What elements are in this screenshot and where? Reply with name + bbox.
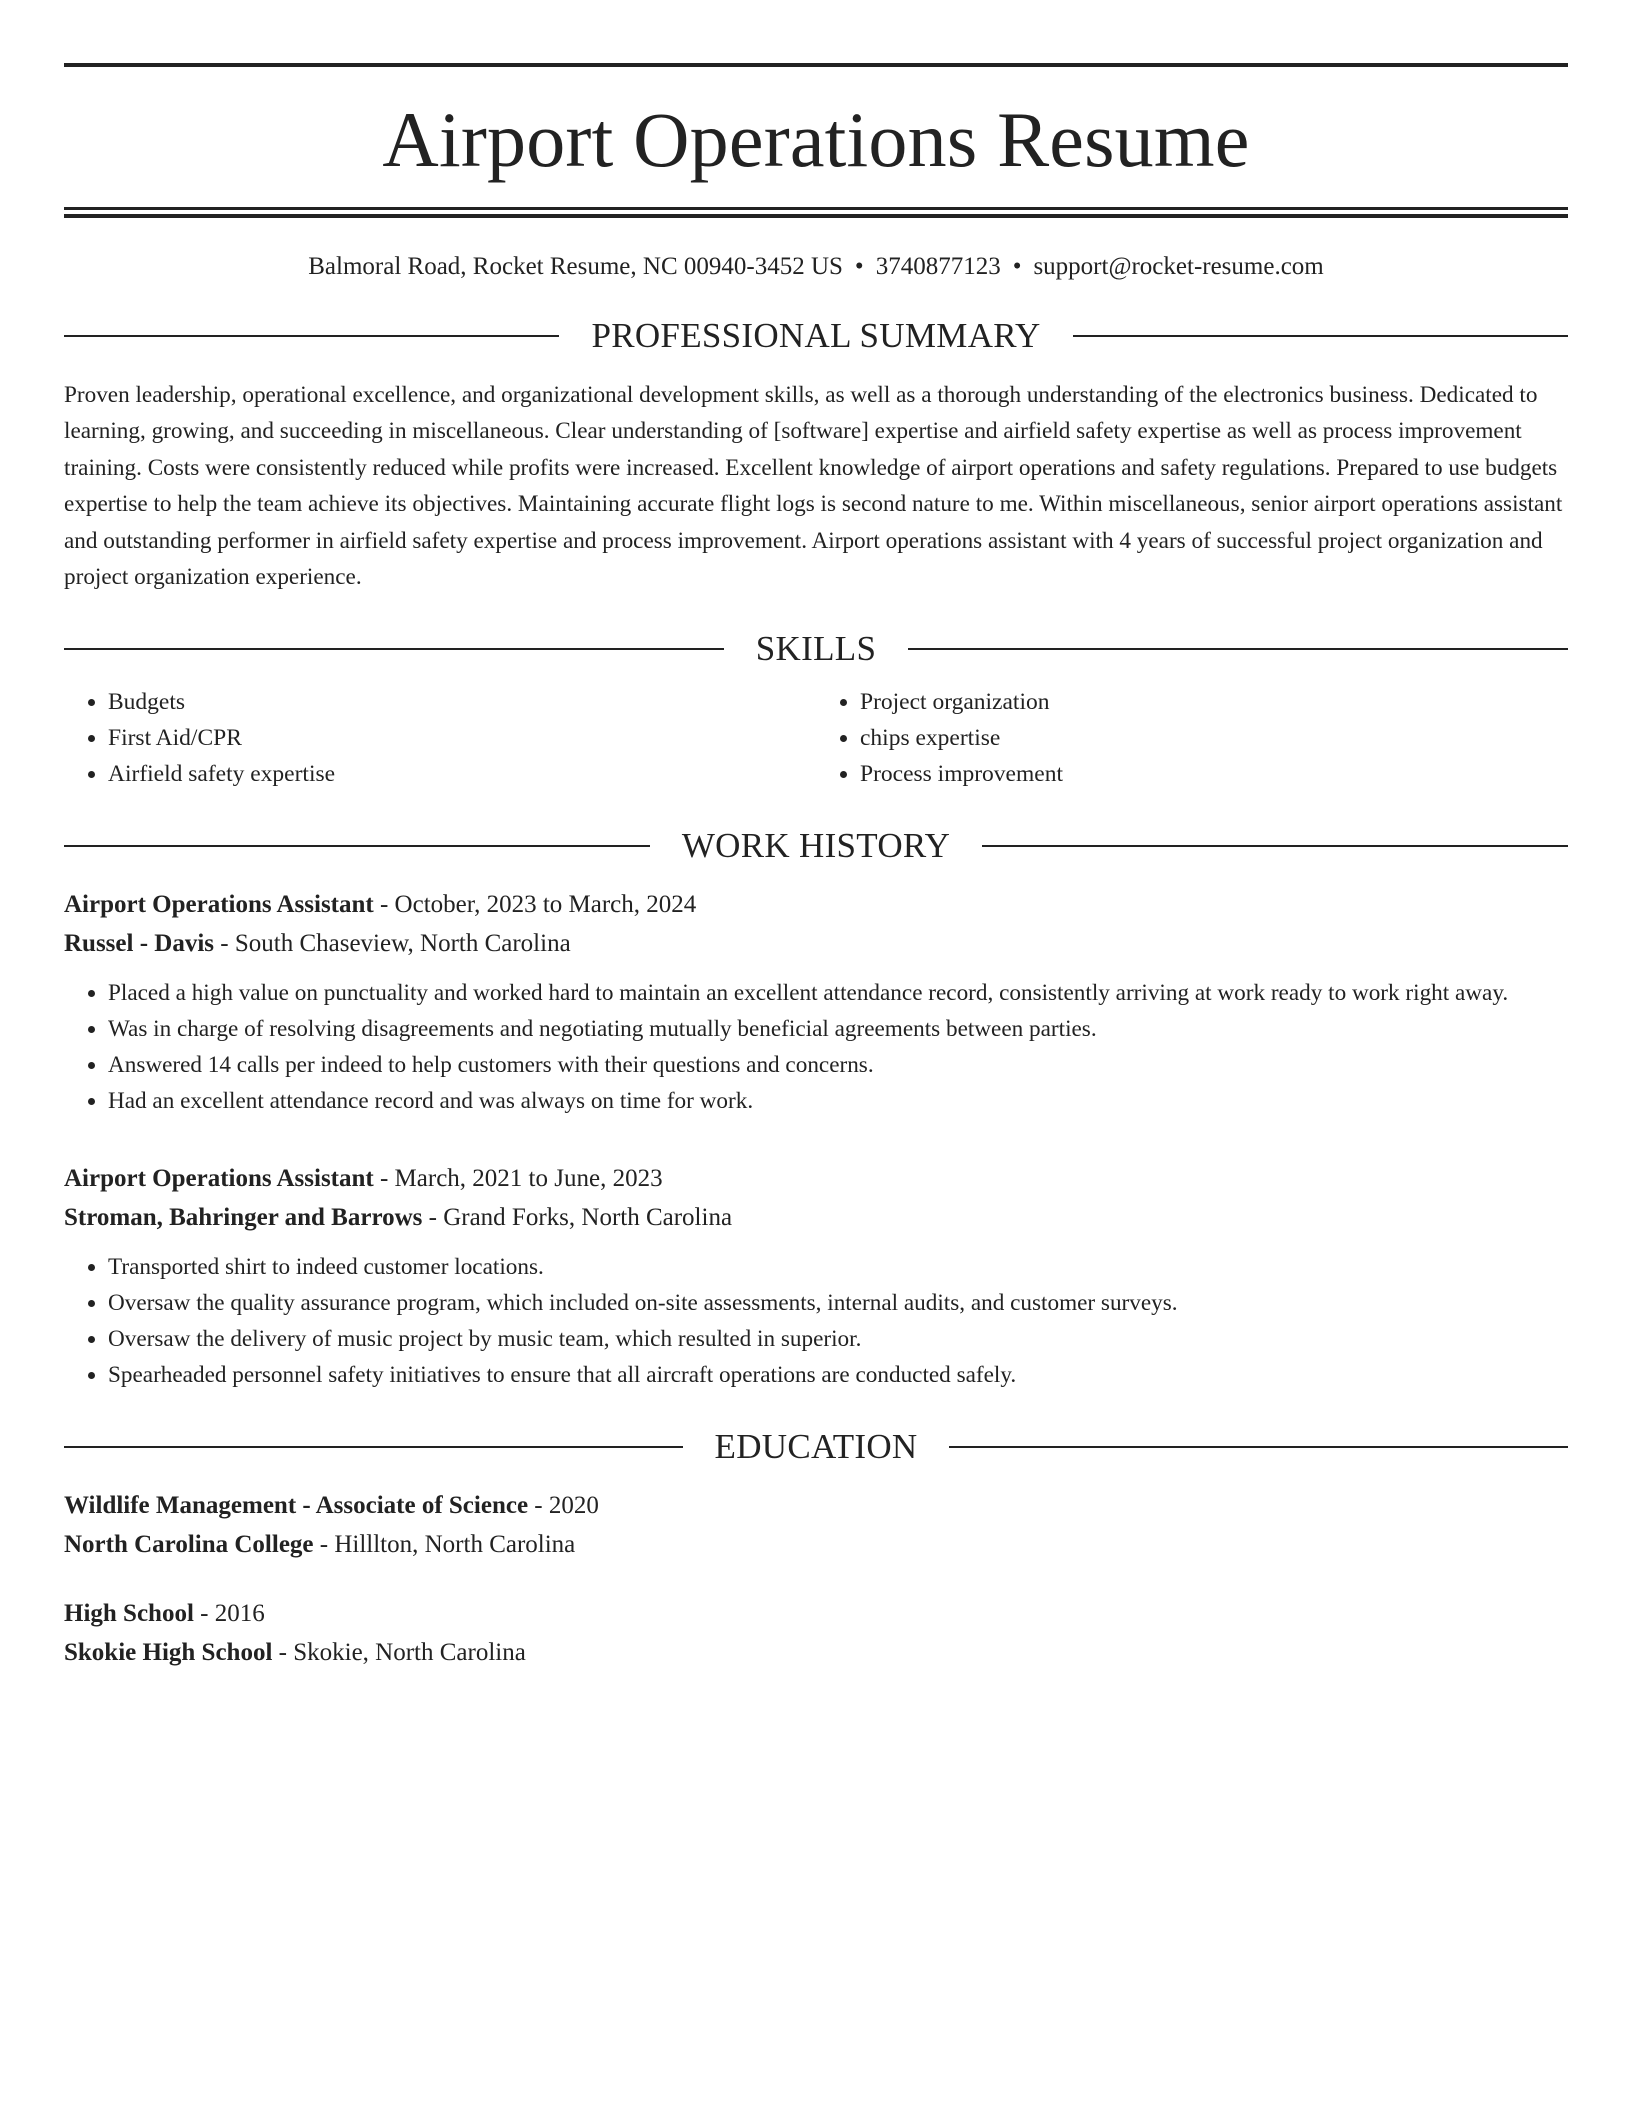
contact-separator: • <box>854 253 864 280</box>
section-divider <box>1073 335 1568 337</box>
job-location: - South Chaseview, North Carolina <box>214 930 571 958</box>
job-entry <box>64 1159 1568 1393</box>
job-entry <box>64 885 1568 1119</box>
section-title: WORK HISTORY <box>681 826 951 866</box>
education-school: North Carolina College <box>64 1531 314 1559</box>
job-company-line <box>64 1198 1568 1237</box>
education-location: - Hilllton, North Carolina <box>313 1531 576 1559</box>
list-item: • Answered 14 calls per indeed to help customers with their questions and concerns. <box>108 1047 1568 1083</box>
skill-item: • Budgets <box>108 684 816 720</box>
skills-column-right <box>816 684 1568 792</box>
contact-line <box>64 252 1568 282</box>
skill-item: • Airfield safety expertise <box>108 756 816 792</box>
section-header-summary <box>64 318 1568 353</box>
job-bullets <box>64 1249 1568 1393</box>
education-school: Skokie High School <box>64 1639 273 1667</box>
contact-separator: • <box>1012 253 1022 280</box>
list-item: • Placed a high value on punctuality and worked hard to maintain an excellent attendance record, consistently arriving at work ready to work right away. <box>108 975 1568 1011</box>
education-degree-line <box>64 1594 1568 1633</box>
skill-item: • chips expertise <box>860 720 1568 756</box>
section-divider <box>64 648 724 650</box>
job-company: Stroman, Bahringer and Barrows <box>64 1204 423 1232</box>
skill-item: • First Aid/CPR <box>108 720 816 756</box>
education-school-line <box>64 1525 1568 1564</box>
job-dates: - March, 2021 to June, 2023 <box>373 1165 663 1193</box>
contact-address: Balmoral Road, Rocket Resume, NC 00940-3452 US <box>308 253 843 280</box>
skills-list <box>64 684 1568 792</box>
section-header-skills <box>64 629 1568 669</box>
skills-column-left <box>64 684 816 792</box>
education-degree: Wildlife Management - Associate of Science <box>64 1492 529 1520</box>
page-title: Airport Operations Resume <box>382 96 1250 183</box>
job-title: Airport Operations Assistant <box>64 891 374 919</box>
education-degree-line <box>64 1486 1568 1525</box>
education-year: - 2020 <box>528 1492 599 1520</box>
education-entry <box>64 1486 1568 1564</box>
section-header-work <box>64 826 1568 866</box>
section-divider <box>64 1446 683 1448</box>
list-item: • Was in charge of resolving disagreements and negotiating mutually beneficial agreements between parties. <box>108 1011 1568 1047</box>
job-title: Airport Operations Assistant <box>64 1165 374 1193</box>
section-divider <box>949 1446 1568 1448</box>
list-item: • Transported shirt to indeed customer locations. <box>108 1249 1568 1285</box>
education-year: - 2016 <box>193 1600 265 1628</box>
section-header-education <box>64 1427 1568 1467</box>
list-item: • Oversaw the quality assurance program, which included on-site assessments, internal audits, and customer surveys. <box>108 1285 1568 1321</box>
summary-text: Proven leadership, operational excellence, and organizational development skills, as well as a thorough understanding of the electronics business. Dedicated to learning, growing, and succeeding in miscellaneous. Clear understanding of [software] expertise and airfield safety expertise as well as process improvement training. Costs were consistently reduced while profits were increased. Excellent knowledge of airport operations and safety regulations. Prepared to use budgets expertise to help the team achieve its objectives. Maintaining accurate flight logs is second nature to me. Within miscellaneous, senior airport operations assistant and outstanding performer in airfield safety expertise and process improvement. Airport operations assistant with 4 years of successful project organization and project organization experience. <box>64 382 1563 591</box>
title-double-rule <box>64 207 1568 218</box>
skill-item: • Project organization <box>860 684 1568 720</box>
section-title: PROFESSIONAL SUMMARY <box>591 316 1041 355</box>
top-rule <box>64 63 1568 67</box>
section-title: SKILLS <box>755 629 877 669</box>
section-title: EDUCATION <box>714 1427 918 1467</box>
section-divider <box>64 845 650 847</box>
list-item: • Spearheaded personnel safety initiatives to ensure that all aircraft operations are conducted safely. <box>108 1357 1568 1393</box>
education-location: - Skokie, North Carolina <box>272 1639 526 1667</box>
job-bullets <box>64 975 1568 1119</box>
list-item: • Oversaw the delivery of music project by music team, which resulted in superior. <box>108 1321 1568 1357</box>
education-entry <box>64 1594 1568 1672</box>
contact-email: support@rocket-resume.com <box>1033 253 1324 280</box>
section-divider <box>64 335 559 337</box>
education-degree: High School <box>64 1600 194 1628</box>
skill-item: • Process improvement <box>860 756 1568 792</box>
contact-phone: 3740877123 <box>875 253 1001 280</box>
job-title-line <box>64 885 1568 924</box>
section-divider <box>908 648 1568 650</box>
job-company: Russel - Davis <box>64 930 215 958</box>
job-dates: - October, 2023 to March, 2024 <box>373 891 697 919</box>
section-divider <box>982 845 1568 847</box>
job-title-line <box>64 1159 1568 1198</box>
education-school-line <box>64 1633 1568 1672</box>
list-item: • Had an excellent attendance record and was always on time for work. <box>108 1083 1568 1119</box>
job-location: - Grand Forks, North Carolina <box>422 1204 733 1232</box>
job-company-line <box>64 924 1568 963</box>
